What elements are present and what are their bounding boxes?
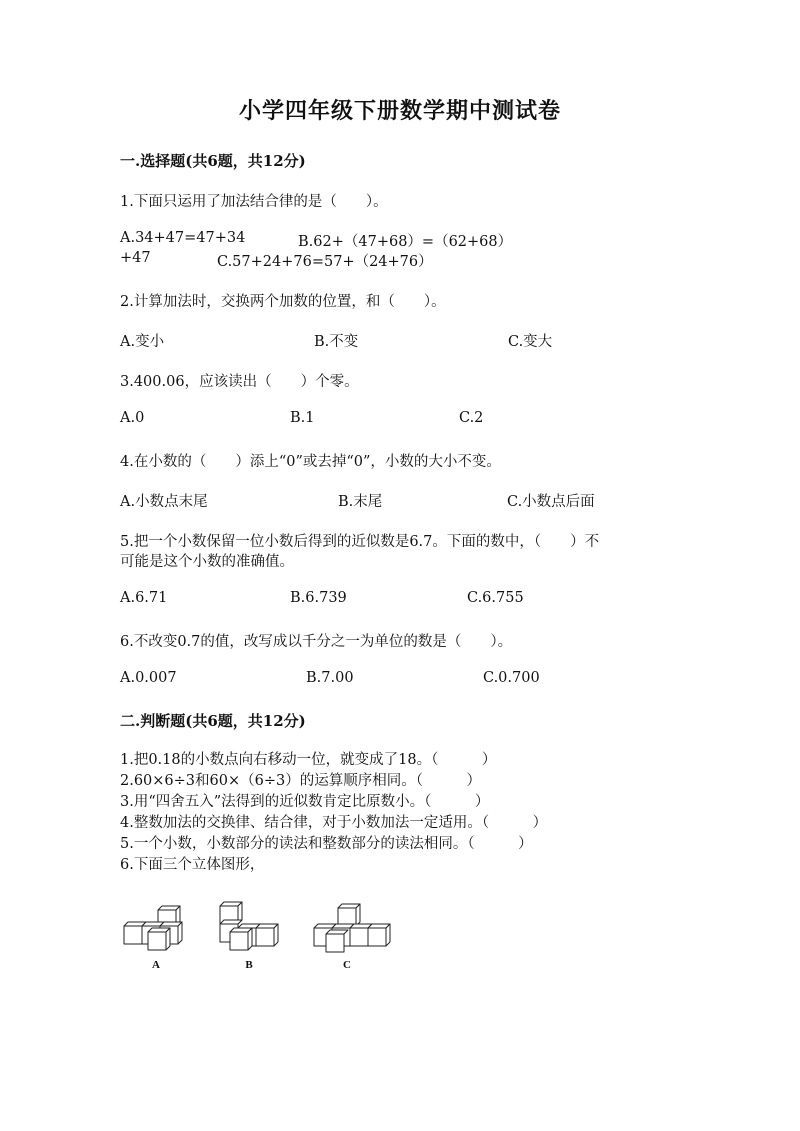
- question-2-option-c: C.变大: [508, 334, 553, 350]
- judge-item-6: 6.下面三个立体图形，: [120, 857, 265, 873]
- page-title: 小学四年级下册数学期中测试卷: [238, 98, 561, 124]
- question-1-option-b: B.62+（47+68）=（62+68）: [298, 234, 513, 250]
- question-5-stem: 5.把一个小数保留一位小数后得到的近似数是6.7。下面的数中，（ ）不: [120, 534, 600, 550]
- question-3-option-c: C.2: [459, 410, 484, 426]
- judge-item-1: 1.把0.18的小数点向右移动一位，就变成了18。（ ）: [120, 752, 497, 768]
- question-1-option-a: A.34+47=47+34: [120, 230, 246, 246]
- section-heading-choice: 一.选择题(共6题，共12分): [120, 152, 306, 170]
- question-3-option-b: B.1: [290, 410, 315, 426]
- question-2-option-b: B.不变: [314, 334, 359, 350]
- question-3-option-a: A.0: [120, 410, 145, 426]
- question-5-option-c: C.6.755: [467, 590, 524, 606]
- figure-label-c: C: [343, 959, 351, 971]
- solid-c-drawing: [314, 904, 390, 952]
- question-5-option-b: B.6.739: [290, 590, 347, 606]
- question-6-option-b: B.7.00: [306, 670, 354, 686]
- question-4-option-a: A.小数点末尾: [120, 494, 208, 510]
- question-6-stem: 6.不改变0.7的值，改写成以千分之一为单位的数是（ ）。: [120, 634, 513, 650]
- figure-label-b: B: [245, 959, 253, 971]
- section-heading-judge: 二.判断题(共6题，共12分): [120, 712, 306, 730]
- question-4-option-c: C.小数点后面: [507, 494, 595, 510]
- question-4-stem: 4.在小数的（ ）添上“0”或去掉“0”，小数的大小不变。: [120, 454, 501, 470]
- cube-figure-svg: [118, 900, 398, 980]
- solid-a-drawing: [124, 906, 182, 950]
- question-2-stem: 2.计算加法时，交换两个加数的位置，和（ ）。: [120, 294, 446, 310]
- question-6-option-c: C.0.700: [483, 670, 540, 686]
- judge-item-5: 5.一个小数，小数部分的读法和整数部分的读法相同。（ ）: [120, 836, 533, 852]
- question-2-option-a: A.变小: [120, 334, 165, 350]
- question-4-option-b: B.末尾: [338, 494, 383, 510]
- figure-label-a: A: [152, 959, 160, 971]
- judge-item-3: 3.用“四舍五入”法得到的近似数肯定比原数小。（ ）: [120, 794, 490, 810]
- judge-item-4: 4.整数加法的交换律、结合律，对于小数加法一定适用。（ ）: [120, 815, 548, 831]
- question-5-stem-cont: 可能是这个小数的准确值。: [120, 554, 294, 570]
- question-1-option-b-cont: +47: [120, 250, 151, 266]
- question-3-stem: 3.400.06，应该读出（ ）个零。: [120, 374, 359, 390]
- solid-b-drawing: [220, 902, 278, 950]
- judge-item-2: 2.60×6÷3和60×（6÷3）的运算顺序相同。（ ）: [120, 773, 481, 789]
- question-5-option-a: A.6.71: [120, 590, 168, 606]
- cube-figure: [118, 900, 398, 980]
- question-1-option-c: C.57+24+76=57+（24+76）: [217, 254, 433, 270]
- question-1-stem: 1.下面只运用了加法结合律的是（ ）。: [120, 194, 388, 210]
- question-6-option-a: A.0.007: [120, 670, 177, 686]
